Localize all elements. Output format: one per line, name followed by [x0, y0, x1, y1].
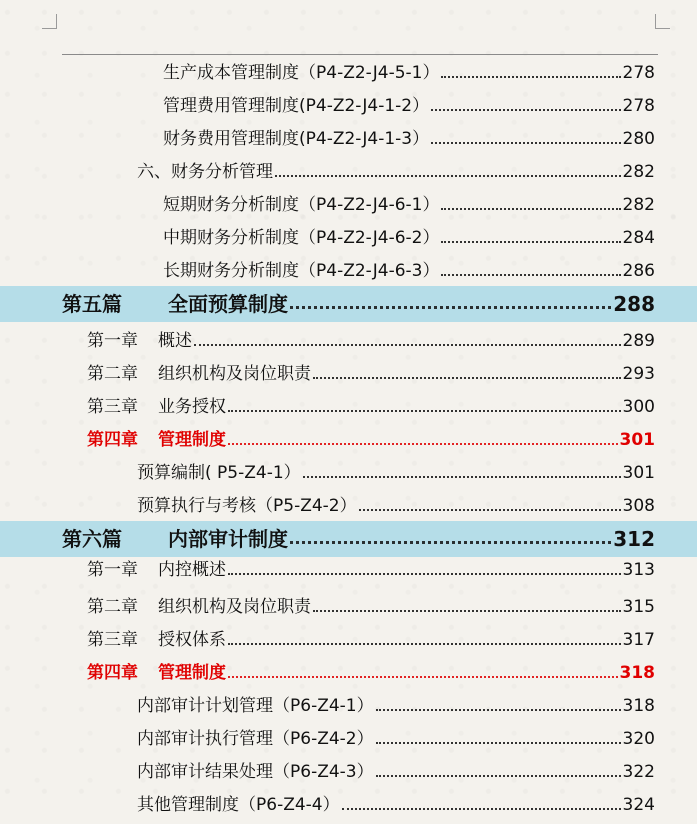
toc-entry-title — [137, 164, 273, 181]
toc-entry-text: 组织机构及岗位职责 — [158, 597, 311, 617]
toc-entry-page: 280 — [622, 129, 655, 149]
toc-entry[interactable] — [0, 255, 697, 288]
toc-entry-text: 全面预算制度 — [168, 292, 288, 316]
leader-dots — [228, 572, 621, 575]
leader-dots — [228, 642, 621, 645]
toc-entry[interactable] — [0, 156, 697, 189]
toc-entry-page: 315 — [622, 597, 655, 617]
toc-entry[interactable] — [0, 123, 697, 156]
toc-entry-number: 第五篇 — [62, 292, 122, 316]
toc-entry[interactable] — [0, 189, 697, 222]
leader-dots — [376, 708, 621, 711]
toc-entry[interactable] — [0, 756, 697, 789]
toc-entry-page: 282 — [622, 195, 655, 215]
toc-entry-text: 概述 — [158, 331, 192, 351]
toc-entry-title — [137, 797, 340, 814]
toc-entry-page: 312 — [613, 527, 655, 551]
toc-entry-title — [87, 562, 226, 579]
toc-entry-text: 短期财务分析制度（P4-Z2-J4-6-1） — [163, 195, 440, 215]
toc-entry-title — [163, 131, 429, 148]
toc-entry-title — [137, 465, 301, 482]
toc-entry[interactable] — [0, 657, 697, 690]
toc-entry-number: 第三章 — [87, 397, 138, 417]
toc-entry[interactable] — [0, 325, 697, 358]
toc-entry[interactable] — [0, 723, 697, 756]
header-rule — [62, 54, 658, 55]
toc-entry-title — [137, 731, 374, 748]
leader-dots — [431, 141, 620, 144]
toc-entry[interactable] — [0, 789, 697, 822]
toc-entry[interactable] — [0, 554, 697, 587]
leader-dots — [431, 108, 620, 111]
toc-entry-title — [87, 599, 311, 616]
toc-entry-text: 内部审计制度 — [168, 527, 288, 551]
leader-dots — [441, 240, 620, 243]
leader-dots — [441, 75, 620, 78]
toc-entry-page: 318 — [622, 696, 655, 716]
toc-entry-text: 管理费用管理制度(P4-Z2-J4-1-2） — [163, 96, 430, 116]
leader-dots — [194, 343, 621, 346]
leader-dots — [342, 807, 621, 810]
toc-entry-page: 278 — [622, 96, 655, 116]
toc-entry-title — [137, 698, 374, 715]
toc-entry[interactable] — [0, 57, 697, 90]
toc-entry-text: 财务费用管理制度(P4-Z2-J4-1-3） — [163, 129, 430, 149]
toc-entry-text: 其他管理制度（P6-Z4-4） — [137, 795, 340, 815]
toc-entry-title — [163, 197, 439, 214]
toc-entry-number: 第四章 — [87, 663, 138, 683]
toc-entry[interactable] — [0, 391, 697, 424]
toc-entry-text: 生产成本管理制度（P4-Z2-J4-5-1） — [163, 63, 440, 83]
toc-entry-title — [87, 432, 226, 449]
leader-dots — [303, 475, 621, 478]
toc-entry[interactable] — [0, 690, 697, 723]
toc-entry-text: 业务授权 — [158, 397, 226, 417]
toc-entry-title — [137, 764, 374, 781]
toc-entry[interactable] — [0, 358, 697, 391]
toc-entry-title — [163, 263, 439, 280]
toc-entry-number: 第一章 — [87, 560, 138, 580]
toc-entry-page: 300 — [622, 397, 655, 417]
crop-mark-top-left — [42, 14, 57, 29]
toc-entry-number: 第三章 — [87, 630, 138, 650]
toc-entry-text: 内部审计计划管理（P6-Z4-1） — [137, 696, 374, 716]
toc-entry[interactable] — [0, 286, 697, 322]
toc-entry-title — [87, 632, 226, 649]
leader-dots — [313, 376, 621, 379]
toc-entry-number: 第二章 — [87, 364, 138, 384]
toc-entry-page: 286 — [622, 261, 655, 281]
toc-entry-page: 289 — [622, 331, 655, 351]
leader-dots — [228, 409, 621, 412]
toc-entry-number: 第二章 — [87, 597, 138, 617]
toc-entry-title — [62, 294, 288, 314]
toc-entry-text: 六、财务分析管理 — [137, 162, 273, 182]
toc-entry-text: 组织机构及岗位职责 — [158, 364, 311, 384]
leader-dots — [376, 774, 621, 777]
toc-entry-text: 内部审计执行管理（P6-Z4-2） — [137, 729, 374, 749]
leader-dots — [441, 273, 620, 276]
leader-dots — [441, 207, 620, 210]
toc-entry[interactable] — [0, 424, 697, 457]
toc-entry-number: 第四章 — [87, 430, 138, 450]
toc-entry-title — [87, 399, 226, 416]
toc-entry-page: 318 — [619, 663, 655, 683]
toc-entry[interactable] — [0, 624, 697, 657]
toc-entry-page: 288 — [613, 292, 655, 316]
toc-entry-title — [163, 98, 429, 115]
leader-dots — [290, 540, 611, 544]
toc-entry-page: 282 — [622, 162, 655, 182]
toc-entry-text: 内控概述 — [158, 560, 226, 580]
toc-entry-title — [87, 333, 192, 350]
toc-entry-page: 317 — [622, 630, 655, 650]
toc-entry[interactable] — [0, 490, 697, 523]
toc-entry-page: 301 — [619, 430, 655, 450]
toc-entry[interactable] — [0, 90, 697, 123]
toc-entry-page: 301 — [622, 463, 655, 483]
toc-entry[interactable] — [0, 521, 697, 557]
toc-entry-title — [87, 366, 311, 383]
toc-entry-title — [87, 665, 226, 682]
toc-entry[interactable] — [0, 457, 697, 490]
toc-entry-page: 324 — [622, 795, 655, 815]
leader-dots — [290, 305, 611, 309]
toc-entry-title — [163, 230, 439, 247]
toc-entry-page: 308 — [622, 496, 655, 516]
toc-entry-page: 293 — [622, 364, 655, 384]
toc-entry-text: 管理制度 — [158, 663, 226, 683]
toc-entry-text: 预算执行与考核（P5-Z4-2） — [137, 496, 357, 516]
toc-entry[interactable] — [0, 591, 697, 624]
toc-entry-title — [137, 498, 357, 515]
leader-dots — [228, 442, 618, 445]
toc-entry-page: 284 — [622, 228, 655, 248]
leader-dots — [376, 741, 621, 744]
toc-entry-text: 管理制度 — [158, 430, 226, 450]
toc-entry-title — [62, 529, 288, 549]
leader-dots — [313, 609, 621, 612]
toc-entry-page: 313 — [622, 560, 655, 580]
leader-dots — [228, 675, 618, 678]
toc-entry-number: 第一章 — [87, 331, 138, 351]
toc-entry-text: 长期财务分析制度（P4-Z2-J4-6-3） — [163, 261, 440, 281]
toc-entry-text: 内部审计结果处理（P6-Z4-3） — [137, 762, 374, 782]
toc-entry-page: 320 — [622, 729, 655, 749]
toc-entry[interactable] — [0, 222, 697, 255]
toc-entry-text: 预算编制( P5-Z4-1） — [137, 463, 301, 483]
toc-entry-page: 278 — [622, 63, 655, 83]
leader-dots — [275, 174, 621, 177]
toc-entry-page: 322 — [622, 762, 655, 782]
toc-entry-text: 授权体系 — [158, 630, 226, 650]
toc-entry-text: 中期财务分析制度（P4-Z2-J4-6-2） — [163, 228, 440, 248]
toc-entry-number: 第六篇 — [62, 527, 122, 551]
leader-dots — [359, 508, 621, 511]
toc-entry-title — [163, 65, 439, 82]
crop-mark-top-right — [655, 14, 670, 29]
